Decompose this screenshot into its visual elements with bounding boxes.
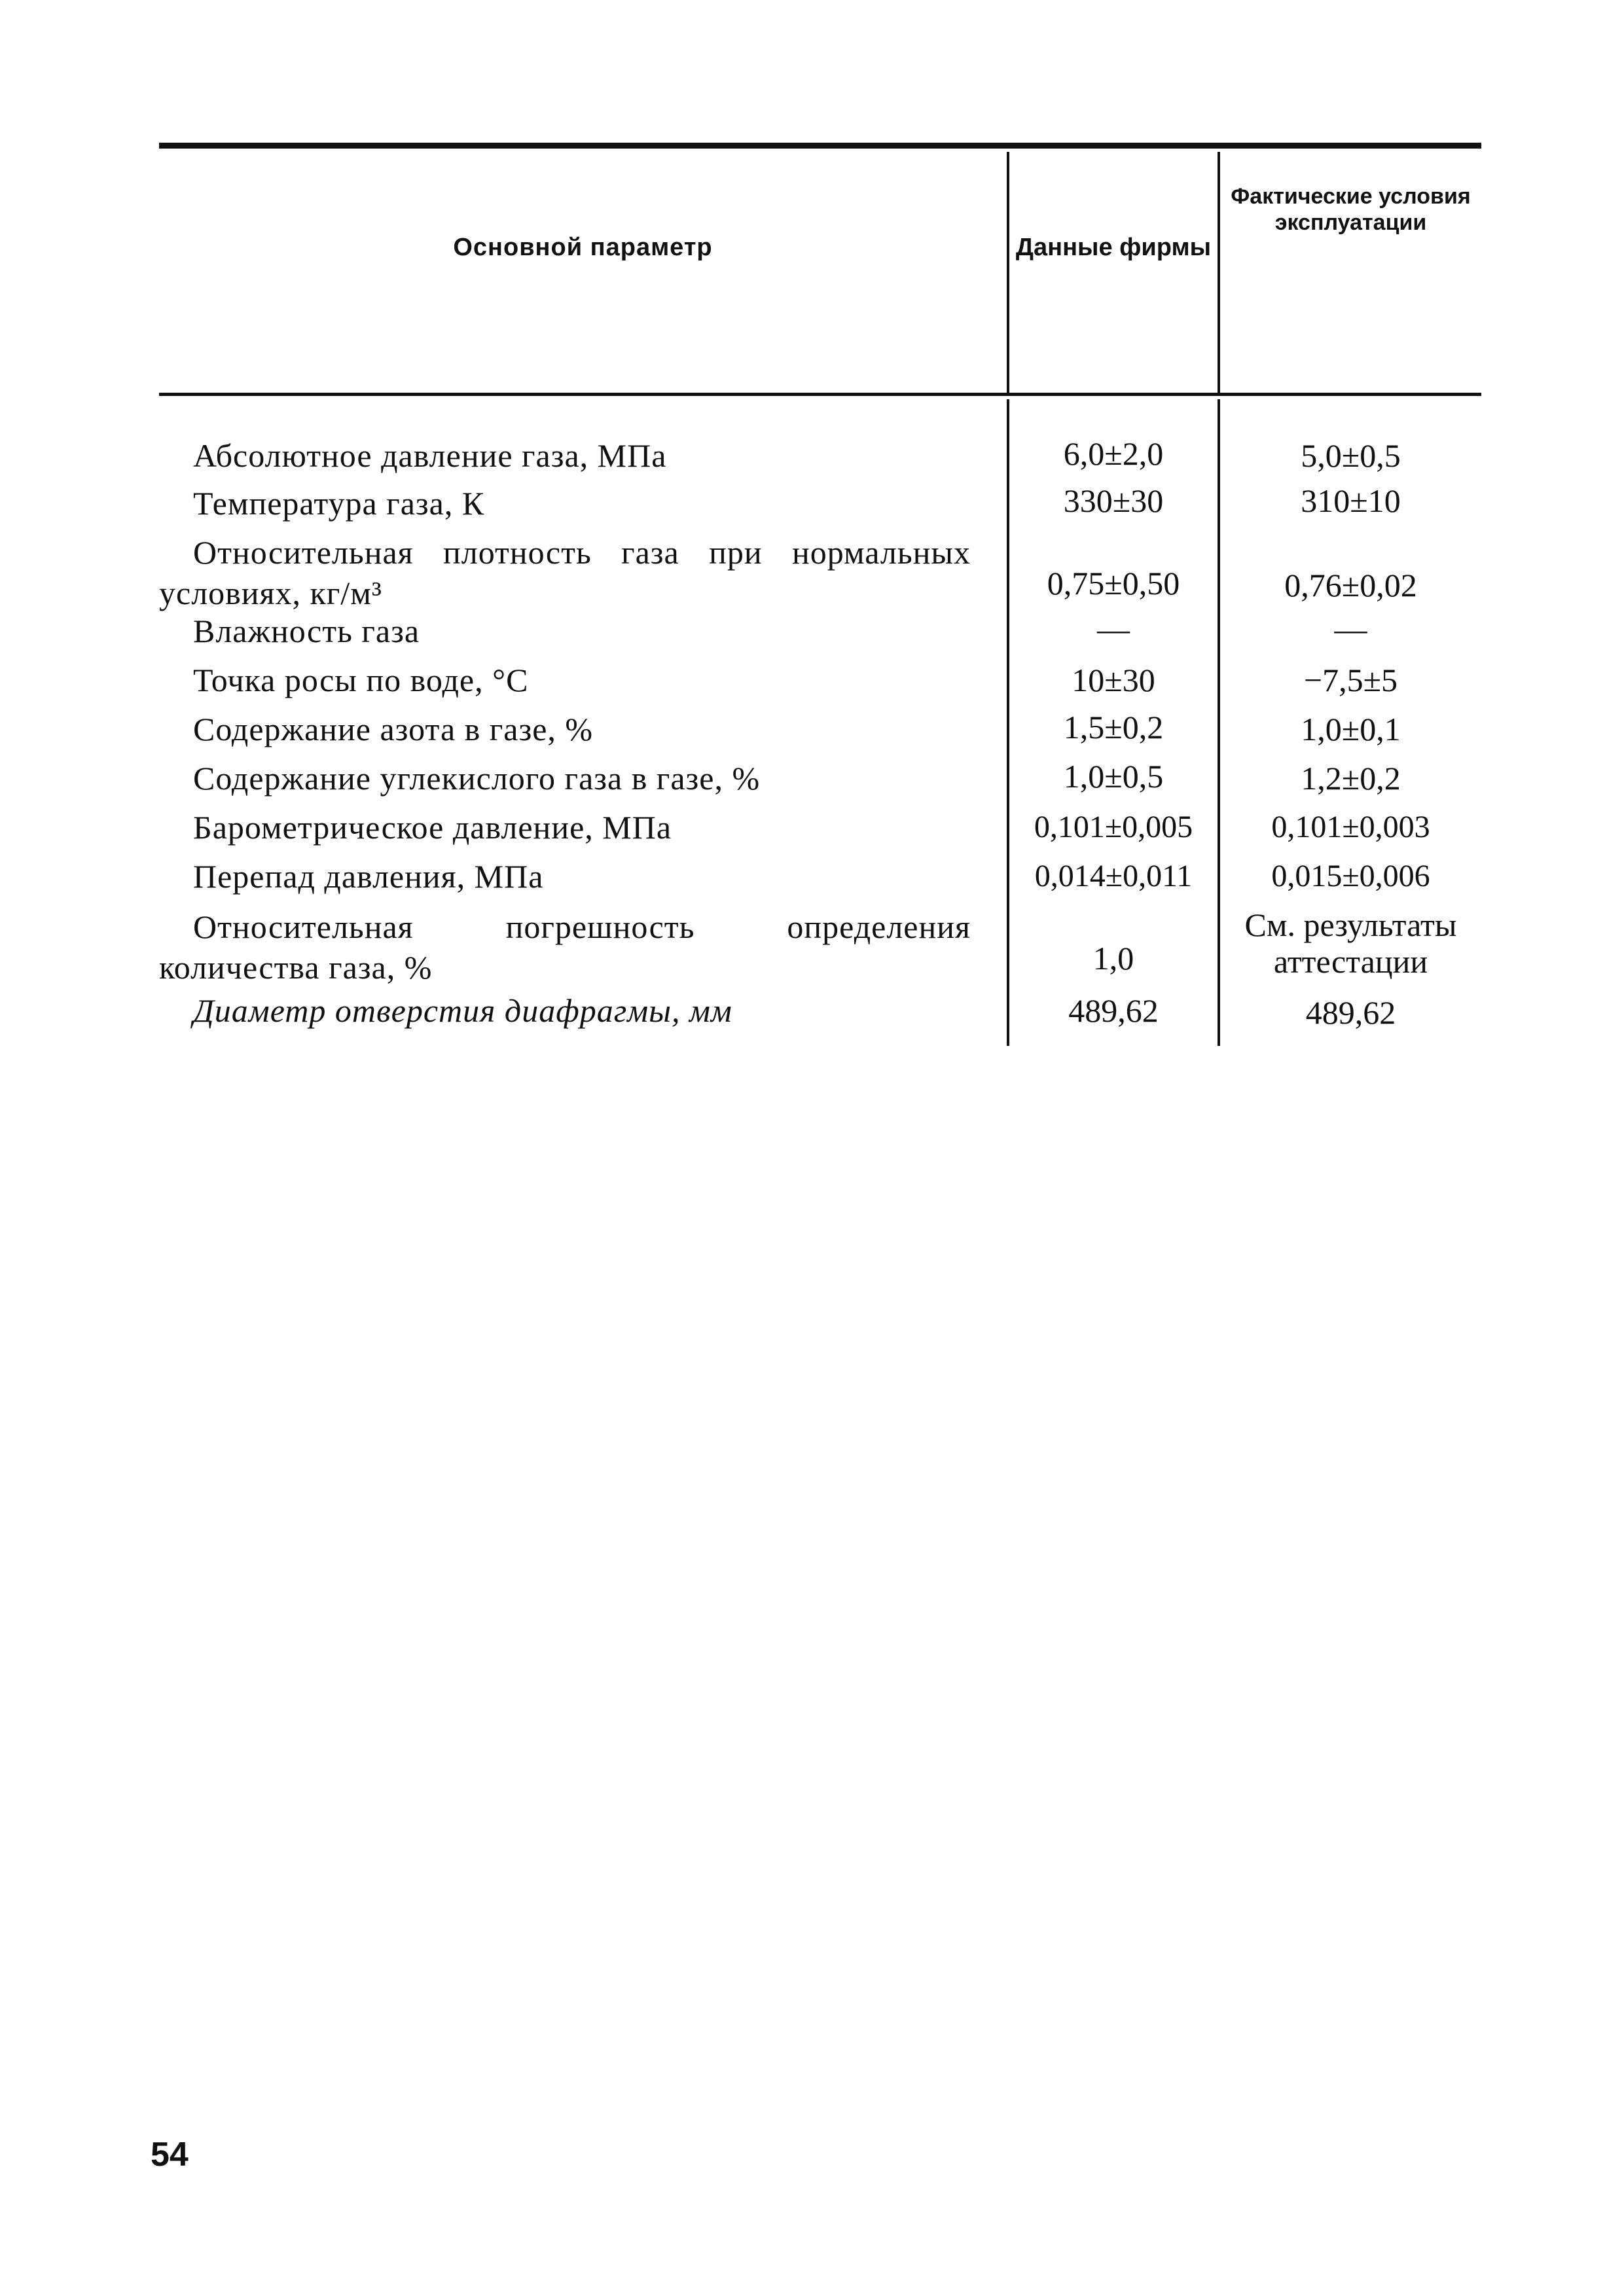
row-parameter: Температура газа, К: [193, 485, 485, 522]
row-parameter: Относительная погрешность определения количества газа, %: [159, 908, 971, 986]
header-actual-conditions: Фактические условия эксплуатации: [1231, 184, 1471, 235]
row-firm-value: 1,5±0,2: [1063, 709, 1164, 745]
row-parameter: Абсолютное давление газа, МПа: [193, 437, 667, 474]
row-parameter: Влажность газа: [193, 613, 420, 649]
row-firm-value: 0,75±0,50: [1047, 565, 1180, 601]
row-parameter: Содержание углекислого газа в газе, %: [193, 760, 761, 797]
row-parameter: Барометрическое давление, МПа: [193, 809, 672, 846]
row-firm-value: 1,0: [1092, 940, 1134, 977]
row-firm-value: —: [1097, 611, 1130, 647]
row-actual-value: См. результаты аттестации: [1244, 906, 1457, 980]
row-actual-value: 1,0±0,1: [1301, 711, 1401, 747]
row-actual-value: 1,2±0,2: [1301, 760, 1401, 797]
header-bottom-rule: [159, 393, 1481, 396]
row-firm-value: 0,014±0,011: [1034, 859, 1193, 893]
row-parameter: Точка росы по воде, °С: [193, 662, 529, 698]
row-firm-value: 0,101±0,005: [1034, 810, 1193, 844]
row-firm-value: 6,0±2,0: [1063, 435, 1164, 472]
row-actual-value: 489,62: [1305, 994, 1396, 1031]
row-parameter: Содержание азота в газе, %: [193, 711, 594, 747]
row-actual-value: 0,76±0,02: [1284, 567, 1417, 603]
row-actual-value: 5,0±0,5: [1301, 437, 1401, 474]
row-firm-value: 489,62: [1068, 992, 1159, 1029]
row-actual-value: −7,5±5: [1303, 662, 1398, 698]
row-parameter: Относительная плотность газа при нормальных условиях, кг/м³: [159, 534, 971, 611]
row-firm-value: 330±30: [1063, 482, 1164, 519]
row-parameter: Перепад давления, МПа: [193, 858, 544, 895]
row-actual-value: 0,101±0,003: [1271, 810, 1430, 844]
header-firm-data: Данные фирмы: [1015, 234, 1212, 261]
row-firm-value: 10±30: [1072, 662, 1155, 698]
row-parameter: Диаметр отверстия диафрагмы, мм: [193, 992, 732, 1029]
row-actual-value: —: [1334, 611, 1367, 647]
header-divider-1: [1007, 152, 1009, 393]
row-actual-value: 310±10: [1301, 482, 1401, 519]
row-actual-value: 0,015±0,006: [1271, 859, 1430, 893]
table-top-rule: [159, 143, 1481, 149]
header-parameter: Основной параметр: [453, 234, 713, 261]
page-number: 54: [151, 2136, 189, 2174]
row-firm-value: 1,0±0,5: [1063, 758, 1164, 795]
header-divider-2: [1218, 152, 1220, 393]
